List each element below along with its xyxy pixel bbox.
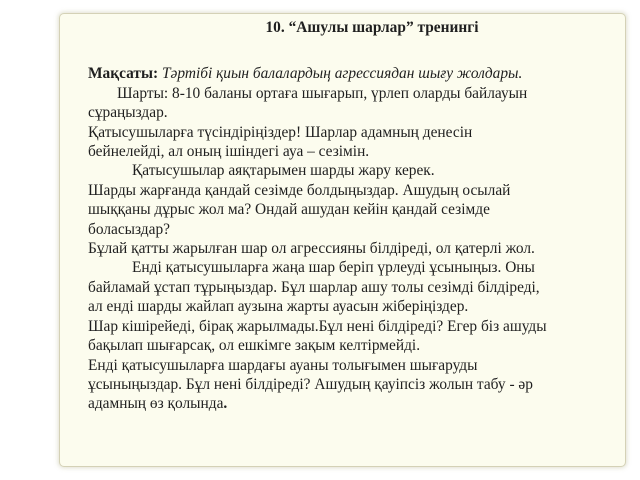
text-line: Бұлай қатты жарылған шар ол агрессияны білдіреді, ол қатерлі жол. [88,240,535,258]
spacer [88,37,616,64]
goal-label: Мақсаты: [88,65,159,83]
text-line: байламай ұстап тұрыңыздар. Бұл шарлар ашу толы сезімді білдіреді, [88,278,540,296]
goal-text: Тәртібі қиын балалардың агрессиядан шығу жолдары. [158,65,523,83]
text-line: ұсыныңыздар. Бұл нені білдіреді? Ашудың қауіпсіз жолын табу - әр [88,375,533,393]
text-line: боласыздар? [88,220,170,238]
text-line: Қатысушыларға түсіндіріңіздер! Шарлар адамның денесін [88,123,473,141]
goal-line [88,64,616,83]
text-line: Шарты: 8-10 баланы ортаға шығарып, үрлеп оларды байлауын [117,84,528,102]
text-line: шыққаны дұрыс жол ма? Ондай ашудан кейін қандай сезімде [88,201,490,219]
last-line-text: адамның өз қолында [88,395,224,413]
text-line: Шарды жарғанда қандай сезімде болдыңыздар. Ашудың осылай [88,181,511,199]
text-line: Қатысушылар аяқтарымен шарды жару керек. [132,162,435,180]
text-line: Енді қатысушыларға жаңа шар беріп үрлеуді ұсыныңыз. Оны [132,259,535,277]
text-line: бақылап шығарсақ, ол ешкімге зақым келтірмейді. [88,337,421,355]
text-line: бейнелейді, ал оның ішіндегі ауа – сезімін. [88,143,370,161]
text-line: сұраңыздар. [88,104,168,122]
document-body [88,18,616,414]
text-line: Шар кішірейеді, бірақ жарылмады.Бұл нені білдіреді? Егер біз ашуды [88,317,547,335]
last-line-period: . [223,395,228,413]
document-title: 10. “Ашулы шарлар” тренингі [265,19,479,36]
text-line: Енді қатысушыларға шардағы ауаны толығымен шығаруды [88,356,478,374]
last-line [88,394,616,413]
text-line: ал енді шарды жайлап аузына жарты ауасын жіберіңіздер. [88,298,469,316]
